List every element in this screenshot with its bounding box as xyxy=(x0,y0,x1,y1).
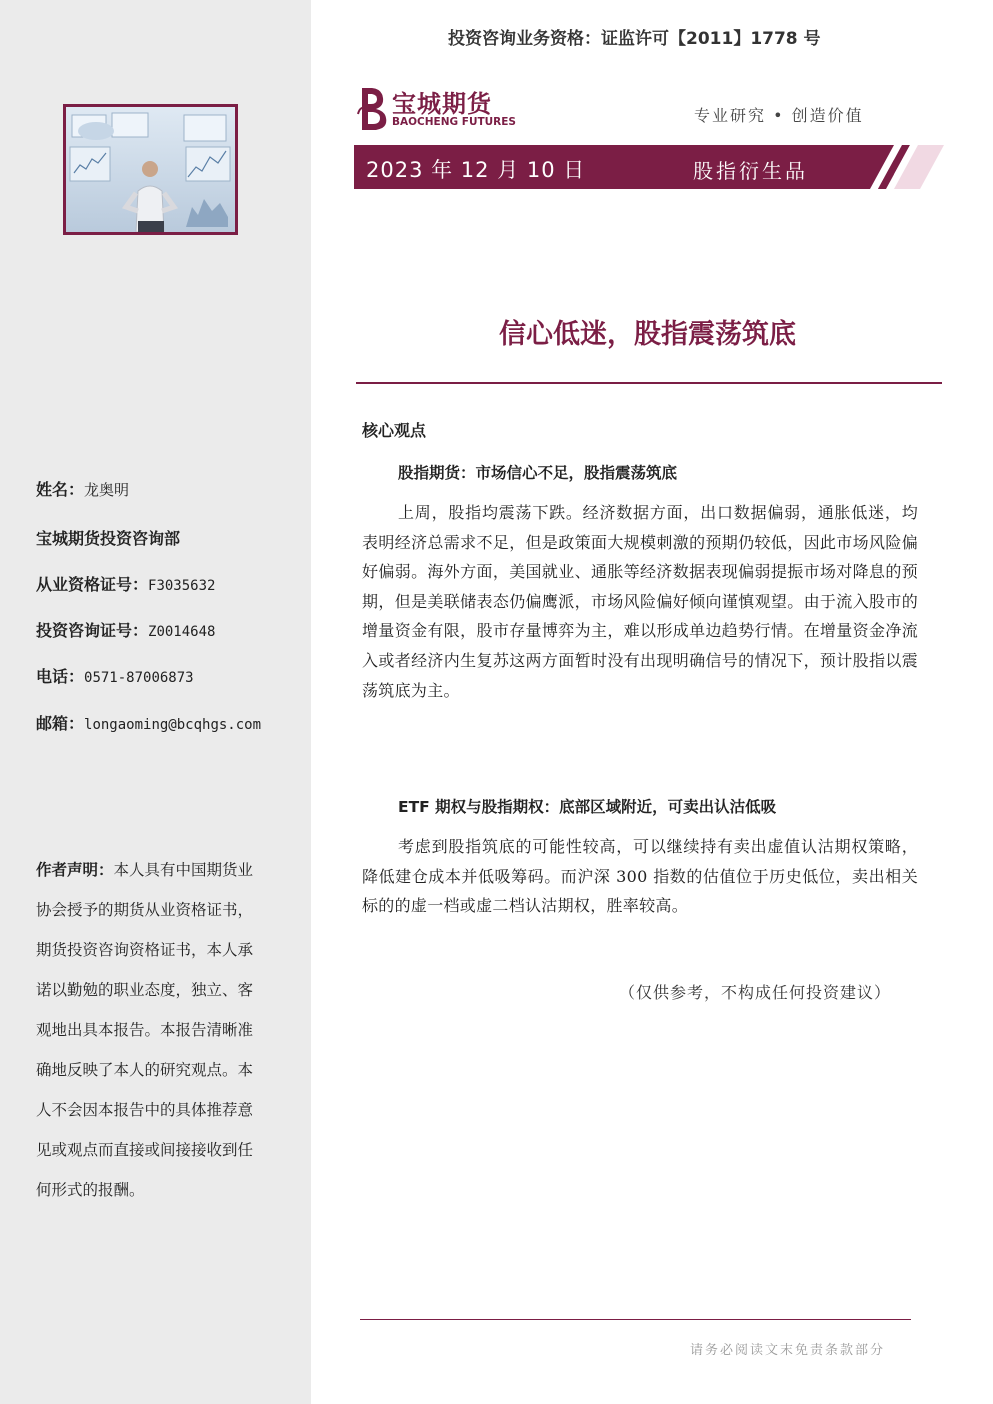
name-label: 姓名： xyxy=(36,480,85,499)
phone-label: 电话： xyxy=(36,667,85,686)
author-name xyxy=(36,477,129,500)
company-logo xyxy=(356,84,526,134)
name-value: 龙奥明 xyxy=(84,481,130,499)
cert2-label: 投资咨询证号： xyxy=(36,621,149,640)
subheading-options: ETF 期权与股指期权：底部区域附近，可卖出认沽低吸 xyxy=(398,798,777,816)
phone xyxy=(36,664,194,687)
slogan: 专业研究 • 创造价值 xyxy=(694,106,864,125)
cover-image xyxy=(63,104,238,235)
reference-note: （仅供参考，不构成任何投资建议） xyxy=(619,983,892,1002)
paragraph-index-futures: 上周，股指均震荡下跌。经济数据方面，出口数据偏弱，通胀低迷，均表明经济总需求不足，但是政策面大规模刺激的预期仍较低，因此市场风险偏好偏弱。海外方面，美国就业、通胀等经济数据表现偏弱提振市场对降息的预期，但是美联储表态仍偏鹰派，市场风险偏好倾向谨慎观望。由于流入股市的增量资金有限，股市存量博弈为主，难以形成单边趋势行情。在增量资金净流入或者经济内生复苏这两方面暂时没有出现明确信号的情况下，预计股指以震荡筑底为主。 xyxy=(362,503,918,700)
section-title: 核心观点 xyxy=(362,421,427,440)
paragraph-options: 考虑到股指筑底的可能性较高，可以继续持有卖出虚值认沽期权策略，降低建仓成本并低吸筹码。而沪深 300 指数的估值位于历史低位，卖出相关标的的虚一档或虚二档认沽期权，胜率较高。 xyxy=(362,837,918,916)
disclaimer-lead: 作者声明： xyxy=(36,861,114,879)
footer-notice: 请务必阅读文末免责条款部分 xyxy=(690,1343,886,1358)
logo-text-en: BAOCHENG FUTURES xyxy=(392,116,516,128)
logo-text-cn: 宝城期货 xyxy=(392,90,492,118)
email xyxy=(36,711,261,734)
cert2-value: Z0014648 xyxy=(148,624,216,640)
department: 宝城期货投资咨询部 xyxy=(36,529,181,548)
email-value: longaoming@bcqhgs.com xyxy=(84,717,262,733)
report-category: 股指衍生品 xyxy=(693,159,808,183)
phone-value: 0571-87006873 xyxy=(84,670,194,686)
cert1-label: 从业资格证号： xyxy=(36,575,149,594)
cert1 xyxy=(36,572,215,595)
cert1-value: F3035632 xyxy=(148,578,216,594)
footer-divider xyxy=(360,1319,911,1320)
logo-mark-icon xyxy=(356,84,392,134)
email-label: 邮箱： xyxy=(36,714,85,733)
title-divider xyxy=(356,382,942,384)
cert2 xyxy=(36,618,215,641)
banner-stripes xyxy=(864,145,944,189)
author-disclaimer xyxy=(36,850,268,1210)
license-statement: 投资咨询业务资格：证监许可【2011】1778 号 xyxy=(448,29,821,49)
disclaimer-body: 本人具有中国期货业协会授予的期货从业资格证书，期货投资咨询资格证书，本人承诺以勤勉的职业态度，独立、客观地出具本报告。本报告清晰准确地反映了本人的研究观点。本人不会因本报告中的具体推荐意见或观点而直接或间接接收到任何形式的报酬。 xyxy=(36,861,254,1199)
report-date: 2023 年 12 月 10 日 xyxy=(366,158,586,182)
report-title: 信心低迷，股指震荡筑底 xyxy=(499,319,796,350)
subheading-index-futures: 股指期货：市场信心不足，股指震荡筑底 xyxy=(398,464,678,482)
